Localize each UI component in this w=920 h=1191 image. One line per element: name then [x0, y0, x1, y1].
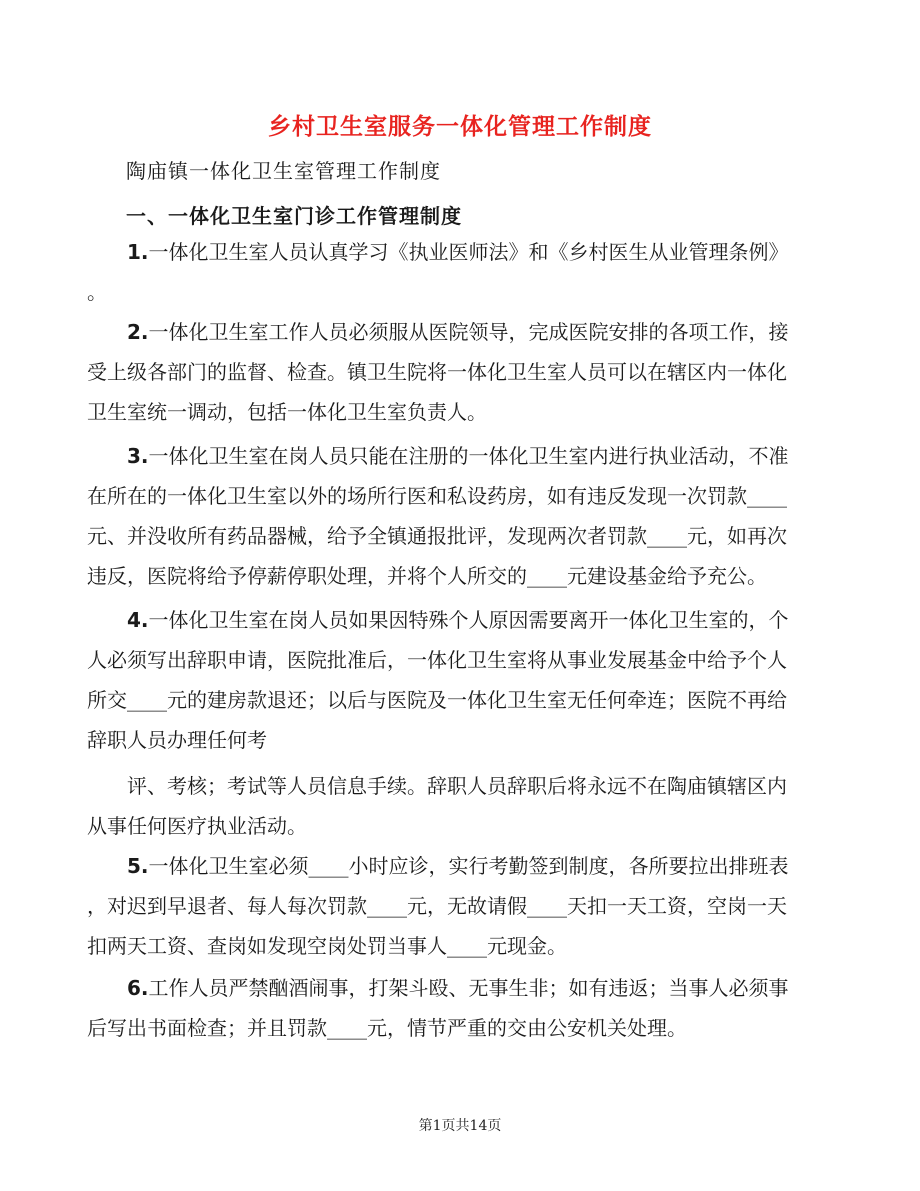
paragraph-2: [87, 312, 830, 432]
paragraph-line: 元、并没收所有药品器械，给予全镇通报批评，发现两次者罚款____元，如再次: [87, 524, 787, 548]
paragraph-line: 1.一体化卫生室人员认真学习《执业医师法》和《乡村医生从业管理条例》: [127, 240, 789, 264]
paragraph-line: 从事任何医疗执业活动。: [87, 814, 307, 838]
section-heading: 一、一体化卫生室门诊工作管理制度: [126, 204, 462, 228]
paragraph-4-continued: [87, 766, 830, 846]
paragraph-line: 违反，医院将给予停薪停职处理，并将个人所交的____元建设基金给予充公。: [87, 564, 767, 588]
paragraph-1: [87, 232, 830, 312]
paragraph-line: 受上级各部门的监督、检查。镇卫生院将一体化卫生室人员可以在辖区内一体化: [87, 360, 787, 384]
paragraph-4: [87, 600, 830, 760]
paragraph-line: 所交____元的建房款退还；以后与医院及一体化卫生室无任何牵连；医院不再给: [87, 688, 787, 712]
page-number-footer: 第1页共14页: [418, 1118, 502, 1134]
paragraph-5: [87, 846, 830, 966]
paragraph-line: 人必须写出辞职申请，医院批准后，一体化卫生室将从事业发展基金中给予个人: [87, 648, 787, 672]
paragraph-line: 。: [87, 280, 107, 304]
paragraph-3: [87, 436, 830, 596]
document-title: 乡村卫生室服务一体化管理工作制度: [268, 114, 652, 140]
paragraph-number: 5.: [127, 854, 149, 878]
paragraph-number: 4.: [127, 608, 149, 632]
paragraph-line: 6.工作人员严禁酗酒闹事，打架斗殴、无事生非；如有违返；当事人必须事: [127, 976, 789, 1000]
document-subtitle: 陶庙镇一体化卫生室管理工作制度: [126, 159, 441, 183]
paragraph-number: 3.: [127, 444, 149, 468]
paragraph-number: 6.: [127, 976, 149, 1000]
paragraph-line: 辞职人员办理任何考: [87, 728, 267, 752]
paragraph-line: 评、考核；考试等人员信息手续。辞职人员辞职后将永远不在陶庙镇辖区内: [127, 774, 787, 798]
paragraph-number: 2.: [127, 320, 149, 344]
paragraph-number: 1.: [127, 240, 149, 264]
paragraph-line: 4.一体化卫生室在岗人员如果因特殊个人原因需要离开一体化卫生室的，个: [127, 608, 789, 632]
paragraph-line: 5.一体化卫生室必须____小时应诊，实行考勤签到制度，各所要拉出排班表: [127, 854, 789, 878]
paragraph-line: 3.一体化卫生室在岗人员只能在注册的一体化卫生室内进行执业活动，不准: [127, 444, 789, 468]
paragraph-line: 2.一体化卫生室工作人员必须服从医院领导，完成医院安排的各项工作，接: [127, 320, 789, 344]
paragraph-line: 后写出书面检查；并且罚款____元，情节严重的交由公安机关处理。: [87, 1016, 687, 1040]
paragraph-line: 卫生室统一调动，包括一体化卫生室负责人。: [87, 400, 487, 424]
paragraph-line: ，对迟到早退者、每人每次罚款____元，无故请假____天扣一天工资，空岗一天: [87, 894, 787, 918]
paragraph-line: 在所在的一体化卫生室以外的场所行医和私设药房，如有违反发现一次罚款____: [87, 484, 787, 508]
paragraph-line: 扣两天工资、查岗如发现空岗处罚当事人____元现金。: [87, 934, 567, 958]
paragraph-6: [87, 968, 830, 1048]
